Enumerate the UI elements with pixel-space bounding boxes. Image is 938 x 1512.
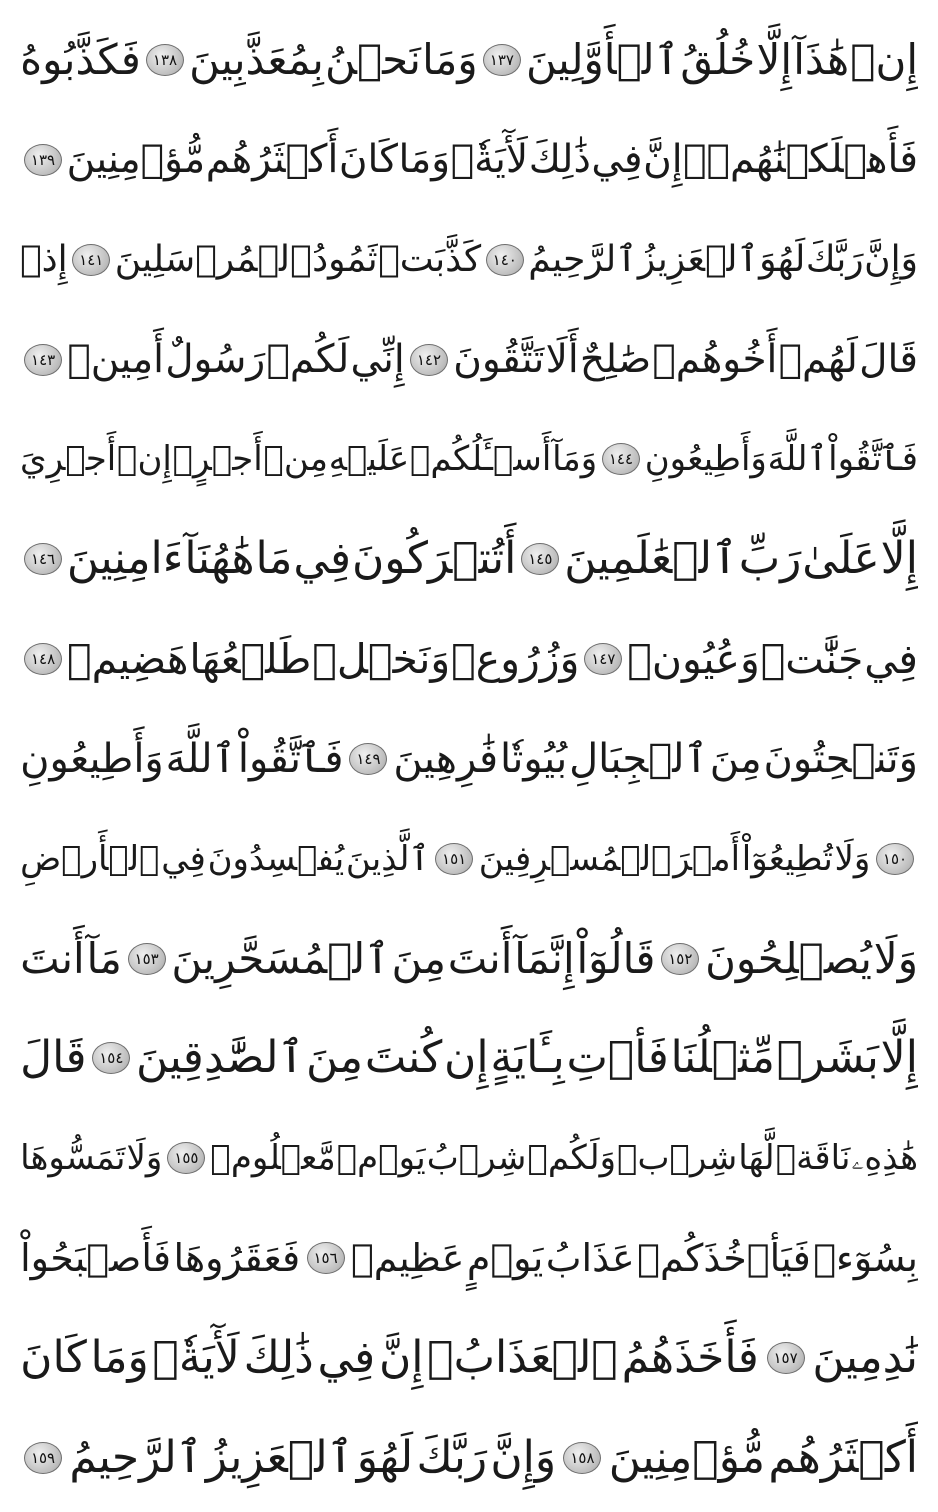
verse-word: هَٰذِهِۦ (851, 1138, 918, 1179)
verse-word: أَسۡـَٔلُكُمۡ (409, 439, 552, 480)
verse-line (20, 1414, 918, 1502)
verse-word: عَظِيمٖ (350, 1236, 465, 1281)
verse-word: ٱلۡعَزِيزُ (205, 1431, 354, 1483)
verse-line (20, 1214, 918, 1302)
verse-word: بِسُوٓءٖ (813, 1236, 918, 1281)
verse-word: ٱللَّهَ (767, 439, 828, 480)
verse-word: أَمۡرَ (673, 838, 741, 879)
verse-word: مَّعۡلُومٖ (210, 1138, 336, 1179)
verse-word: رَبَّكَ (805, 238, 864, 280)
verse-word: فِي (864, 634, 918, 683)
ayah-number-marker: ١٤٣ (24, 344, 62, 376)
verse-word: مُّؤۡمِنِينَ (66, 137, 206, 183)
verse-word: ٱلۡمُسۡرِفِينَ (478, 838, 672, 879)
verse-word: فَٰرِهِينَ (393, 735, 499, 782)
ayah-number-marker: ١٥٨ (563, 1442, 601, 1474)
verse-word: فَيَأۡخُذَكُمۡ (637, 1236, 811, 1281)
verse-word: هَٰذَآ (793, 35, 850, 84)
verse-word: رَبَّكَ (416, 1431, 488, 1483)
verse-word: إِلَّا (756, 35, 793, 84)
ayah-number-marker: ١٤٥ (521, 543, 559, 575)
verse-word: ٱللَّهَ (165, 735, 236, 782)
verse-word: فِي (317, 1331, 376, 1383)
verse-word: ثَمُودُ (312, 238, 378, 280)
verse-word: وَمَآ (552, 439, 598, 480)
verse-word: كُنتَ (364, 1032, 443, 1084)
verse-word: مَا (255, 533, 293, 585)
verse-word: نَحۡنُ (324, 35, 421, 84)
ayah-number-marker: ١٥٧ (767, 1342, 805, 1374)
verse-word: ءَامِنِينَ (66, 533, 184, 585)
verse-word: أَكۡثَرُهُم (768, 1431, 918, 1483)
verse-word: قَالَ (20, 1032, 87, 1084)
verse-word: فَأَخَذَهُمُ (621, 1331, 759, 1383)
verse-word: فَأَهۡلَكۡنَٰهُمۡۚ (683, 137, 918, 183)
verse-word: ٱلۡعَذَابُۚ (427, 1331, 618, 1383)
verse-word: مِّثۡلُنَا (670, 1032, 775, 1084)
verse-word: فَٱتَّقُواْ (828, 439, 918, 480)
verse-word: هَٰهُنَآ (184, 533, 255, 585)
verse-word: يُفۡسِدُونَ (207, 838, 345, 879)
verse-word: أَجۡرِيَ (20, 439, 117, 480)
ayah-number-marker: ١٥٩ (24, 1442, 62, 1474)
verse-word: أَتُتۡرَكُونَ (351, 533, 517, 585)
ayah-number-marker: ١٤١ (72, 244, 110, 276)
verse-word: ٱلَّذِينَ (345, 838, 430, 879)
verse-word: طَلۡعُهَا (189, 634, 312, 683)
verse-line (20, 415, 918, 503)
verse-word: كَذَّبَتۡ (378, 238, 482, 280)
verse-word: وَمَا (90, 1331, 149, 1383)
verse-word: ذَٰلِكَ (528, 137, 591, 183)
verse-word: أَنتَ (20, 933, 85, 983)
verse-word: يَوۡمٍ (466, 1236, 544, 1281)
verse-word: إِنِّي (350, 337, 405, 383)
verse-word: أَنتَ (447, 933, 513, 983)
ayah-number-marker: ١٣٩ (24, 144, 62, 176)
verse-word: لَهُوَ (356, 1431, 414, 1483)
verse-line (20, 1114, 918, 1202)
verse-word: لَّهَا (738, 1138, 775, 1179)
ayah-number-marker: ١٤٧ (584, 643, 622, 675)
verse-word: وَمَا (398, 137, 451, 183)
verse-word: إِنۡ (117, 439, 172, 480)
verse-word: لَأٓيَةٗۖ (152, 1331, 240, 1383)
verse-word: لَهُوَ (759, 238, 806, 280)
verse-word: ٱلۡعَزِيزُ (637, 238, 759, 280)
verse-word: ٱلۡأَوَّلِينَ (526, 35, 680, 84)
ayah-number-marker: ١٥٠ (876, 843, 914, 875)
verse-word: وَلَا (873, 933, 918, 983)
verse-line (20, 515, 918, 603)
verse-line (20, 16, 918, 104)
verse-word: أَلَا (545, 337, 579, 383)
verse-word: فَأَصۡبَحُواْ (20, 1236, 172, 1281)
verse-word: نَٰدِمِينَ (812, 1331, 918, 1383)
verse-word: ٱلرَّحِيمُ (528, 238, 638, 280)
verse-word: وَلَكُمۡ (527, 1138, 617, 1179)
verse-word: إِنَّ (643, 137, 683, 183)
verse-word: إِنۡ (850, 35, 918, 84)
verse-word: بُيُوتٗا (500, 735, 568, 782)
verse-word: فَأۡتِ (566, 1032, 669, 1084)
verse-word: أَكۡثَرُهُم (205, 137, 339, 183)
ayah-number-marker: ١٥١ (435, 843, 473, 875)
verse-word: وَعُيُونٖ (627, 634, 760, 683)
verse-word: كَانَ (20, 1331, 87, 1383)
ayah-number-marker: ١٤٦ (24, 543, 62, 575)
verse-word: تَمَسُّوهَا (20, 1138, 126, 1179)
verse-line (20, 1314, 918, 1402)
verse-word: ٱلۡمُسَحَّرِينَ (171, 933, 390, 983)
verse-word: إِن (444, 1032, 489, 1084)
ayah-number-marker: ١٥٣ (128, 943, 166, 975)
verse-word: إِنَّ (378, 1331, 424, 1383)
verse-word: مِنَ (391, 933, 446, 983)
verse-word: قَالَ (859, 337, 918, 383)
verse-word: مِنۡ (263, 439, 328, 480)
verse-word: تُطِيعُوٓاْ (741, 838, 833, 879)
ayah-number-marker: ١٥٢ (661, 943, 699, 975)
verse-word: وَلَا (126, 1138, 163, 1179)
verse-word: عَلَىٰ (802, 533, 880, 585)
verse-word: فَكَذَّبُوهُ (20, 35, 141, 84)
verse-word: بِمُعَذَّبِينَ (189, 35, 324, 84)
ayah-number-marker: ١٥٥ (167, 1142, 205, 1174)
verse-word: ٱلصَّٰدِقِينَ (136, 1032, 305, 1084)
verse-word: فَعَقَرُوهَا (173, 1236, 301, 1281)
verse-word: ٱلۡأَرۡضِ (20, 838, 160, 879)
verse-word: تَتَّقُونَ (453, 337, 545, 383)
verse-word: ٱلۡمُرۡسَلِينَ (114, 238, 312, 280)
verse-word: هَضِيمٞ (67, 634, 189, 683)
verse-word: إِلَّا (880, 1032, 918, 1084)
ayah-number-marker: ١٣٨ (146, 44, 184, 76)
verse-word: فَٱتَّقُواْ (237, 735, 344, 782)
verse-word: فِي (293, 533, 352, 585)
verse-word: رَسُولٌ (165, 337, 266, 383)
verse-word: إِنَّمَآ (514, 933, 575, 983)
verse-word: ذَٰلِكَ (243, 1331, 314, 1383)
ayah-number-marker: ١٤٠ (486, 244, 524, 276)
verse-lines-container (20, 16, 918, 1502)
ayah-number-marker: ١٤٨ (24, 643, 62, 675)
verse-word: قَالُوٓاْ (576, 933, 656, 983)
verse-word: وَإِنَّ (490, 1431, 557, 1483)
verse-word: وَأَطِيعُونِ (644, 439, 767, 480)
verse-word: وَمَا (422, 35, 478, 84)
verse-word: نَاقَةٞ (775, 1138, 851, 1179)
verse-word: إِلَّا (880, 533, 918, 585)
verse-word: عَلَيۡهِ (328, 439, 410, 480)
verse-word: وَإِنَّ (864, 238, 918, 280)
verse-word: فِي (161, 838, 206, 879)
verse-word: بِـَٔايَةٍ (490, 1032, 565, 1084)
verse-word: مِنَ (709, 735, 762, 782)
verse-line (20, 1014, 918, 1102)
verse-word: جَنَّٰتٖ (760, 634, 864, 683)
verse-line (20, 915, 918, 1003)
verse-word: صَٰلِحٌ (579, 337, 652, 383)
verse-word: ٱلۡجِبَالِ (569, 735, 708, 782)
ayah-number-marker: ١٣٧ (483, 44, 521, 76)
verse-line (20, 815, 918, 903)
verse-word: لَكُمۡ (266, 337, 350, 383)
verse-word: وَتَنۡحِتُونَ (763, 735, 918, 782)
verse-word: أَخُوهُمۡ (652, 337, 778, 383)
verse-word: شِرۡبُ (426, 1138, 527, 1179)
ayah-number-marker: ١٤٤ (602, 443, 640, 475)
verse-line (20, 715, 918, 803)
verse-word: شِرۡبٞ (617, 1138, 738, 1179)
ayah-number-marker: ١٥٦ (307, 1242, 345, 1274)
verse-word: أَمِينٞ (67, 337, 164, 383)
verse-word: لَأٓيَةٗۖ (450, 137, 529, 183)
verse-word: كَانَ (338, 137, 398, 183)
verse-line (20, 216, 918, 304)
verse-word: وَنَخۡلٖ (312, 634, 451, 683)
verse-word: وَلَا (834, 838, 871, 879)
verse-line (20, 615, 918, 703)
verse-word: يَوۡمٖ (336, 1138, 426, 1179)
verse-word: فِي (591, 137, 643, 183)
verse-word: لَهُمۡ (778, 337, 858, 383)
verse-line (20, 316, 918, 404)
verse-word: وَأَطِيعُونِ (20, 735, 164, 782)
verse-word: ٱلرَّحِيمُ (69, 1431, 203, 1483)
verse-word: إِذۡ (20, 238, 68, 280)
ayah-number-marker: ١٤٢ (410, 344, 448, 376)
verse-word: عَذَابُ (545, 1236, 635, 1281)
verse-line (20, 116, 918, 204)
verse-word: أَجۡرٍۖ (172, 439, 263, 480)
verse-word: رَبِّ (738, 533, 802, 585)
verse-word: ٱلۡعَٰلَمِينَ (564, 533, 738, 585)
verse-word: مُّؤۡمِنِينَ (608, 1431, 766, 1483)
verse-word: يُصۡلِحُونَ (705, 933, 872, 983)
verse-word: بَشَرٞ (776, 1032, 879, 1084)
verse-word: وَزُرُوعٖ (451, 634, 580, 683)
ayah-number-marker: ١٤٩ (349, 743, 387, 775)
verse-word: مِنَ (306, 1032, 364, 1084)
ayah-number-marker: ١٥٤ (92, 1042, 130, 1074)
verse-word: خُلُقُ (680, 35, 756, 84)
verse-word: مَآ (86, 933, 122, 983)
